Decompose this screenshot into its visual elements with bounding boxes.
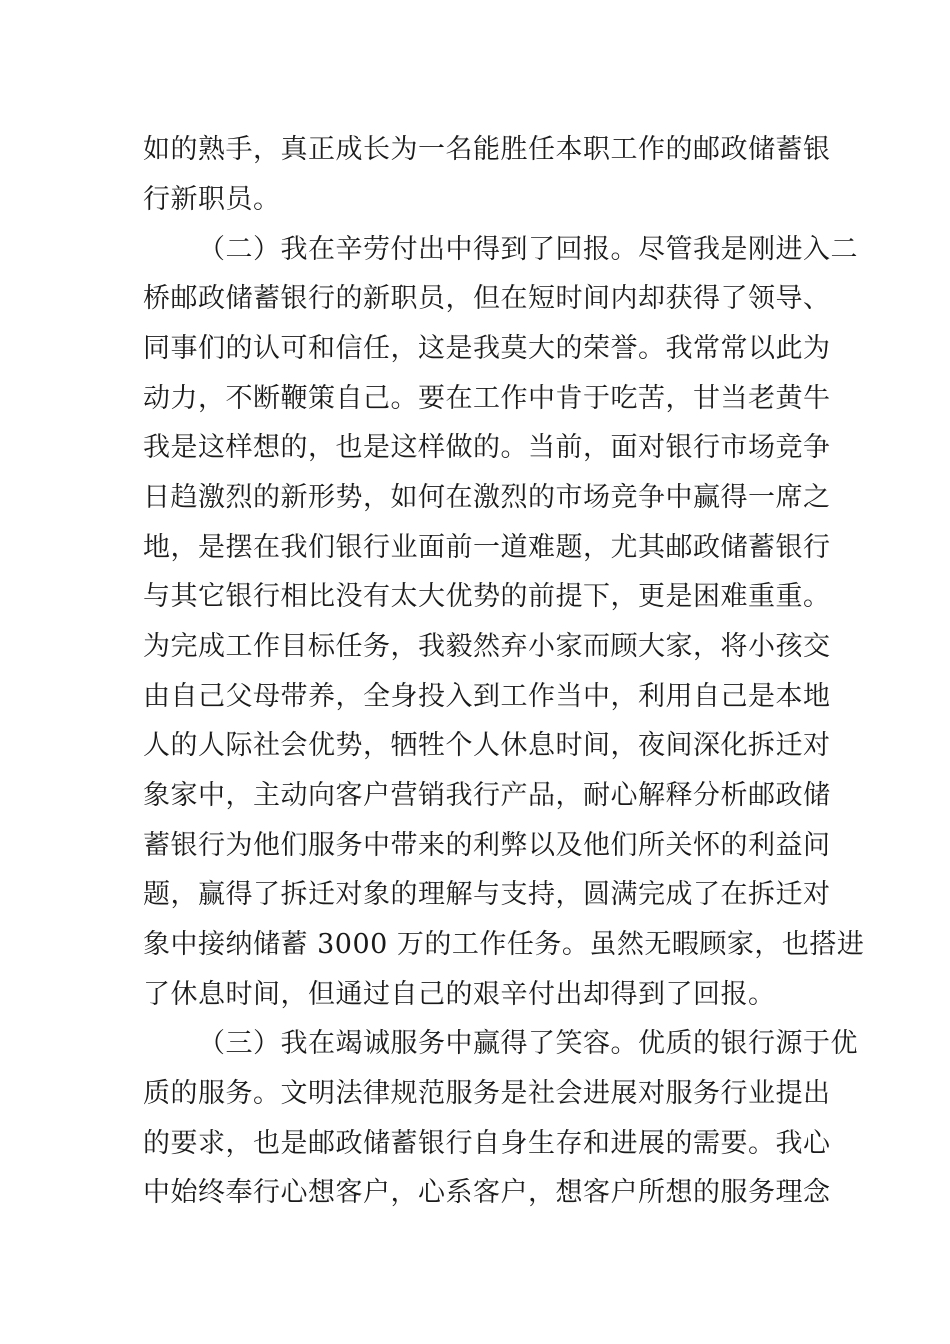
text-line: 质的服务。文明法律规范服务是社会进展对服务行业提出 <box>143 1078 831 1109</box>
text-line: 的要求，也是邮政储蓄银行自身生存和进展的需要。我心 <box>143 1128 831 1159</box>
text-line: 如的熟手，真正成长为一名能胜任本职工作的邮政储蓄银 <box>143 134 831 165</box>
text-line: 地，是摆在我们银行业面前一道难题，尤其邮政储蓄银行 <box>143 532 831 563</box>
text-line: 象家中，主动向客户营销我行产品，耐心解释分析邮政储 <box>143 780 831 811</box>
text-line: 我是这样想的，也是这样做的。当前，面对银行市场竞争 <box>143 432 831 463</box>
paragraph-start-line: （二）我在辛劳付出中得到了回报。尽管我是刚进入二 <box>198 234 858 265</box>
text-line: 同事们的认可和信任，这是我莫大的荣誉。我常常以此为 <box>143 333 831 364</box>
text-line: 桥邮政储蓄银行的新职员，但在短时间内却获得了领导、 <box>143 283 831 314</box>
text-line: 蓄银行为他们服务中带来的利弊以及他们所关怀的利益问 <box>143 830 831 861</box>
text-line: 了休息时间，但通过自己的艰辛付出却得到了回报。 <box>143 979 776 1010</box>
text-line: 人的人际社会优势，牺牲个人休息时间，夜间深化拆迁对 <box>143 730 831 761</box>
paragraph-start-line: （三）我在竭诚服务中赢得了笑容。优质的银行源于优 <box>198 1028 858 1059</box>
text-line: 象中接纳储蓄 3000 万的工作任务。虽然无暇顾家，也搭进 <box>143 929 865 960</box>
text-line: 与其它银行相比没有太大优势的前提下，更是困难重重。 <box>143 581 831 612</box>
text-line: 为完成工作目标任务，我毅然弃小家而顾大家，将小孩交 <box>143 631 831 662</box>
text-line: 动力，不断鞭策自己。要在工作中肯于吃苦，甘当老黄牛 <box>143 383 831 414</box>
text-line: 行新职员。 <box>143 184 281 215</box>
text-line: 由自己父母带养，全身投入到工作当中，利用自己是本地 <box>143 681 831 712</box>
text-line: 中始终奉行心想客户，心系客户，想客户所想的服务理念 <box>143 1177 831 1208</box>
text-line: 题，赢得了拆迁对象的理解与支持，圆满完成了在拆迁对 <box>143 879 831 910</box>
text-line: 日趋激烈的新形势，如何在激烈的市场竞争中赢得一席之 <box>143 482 831 513</box>
